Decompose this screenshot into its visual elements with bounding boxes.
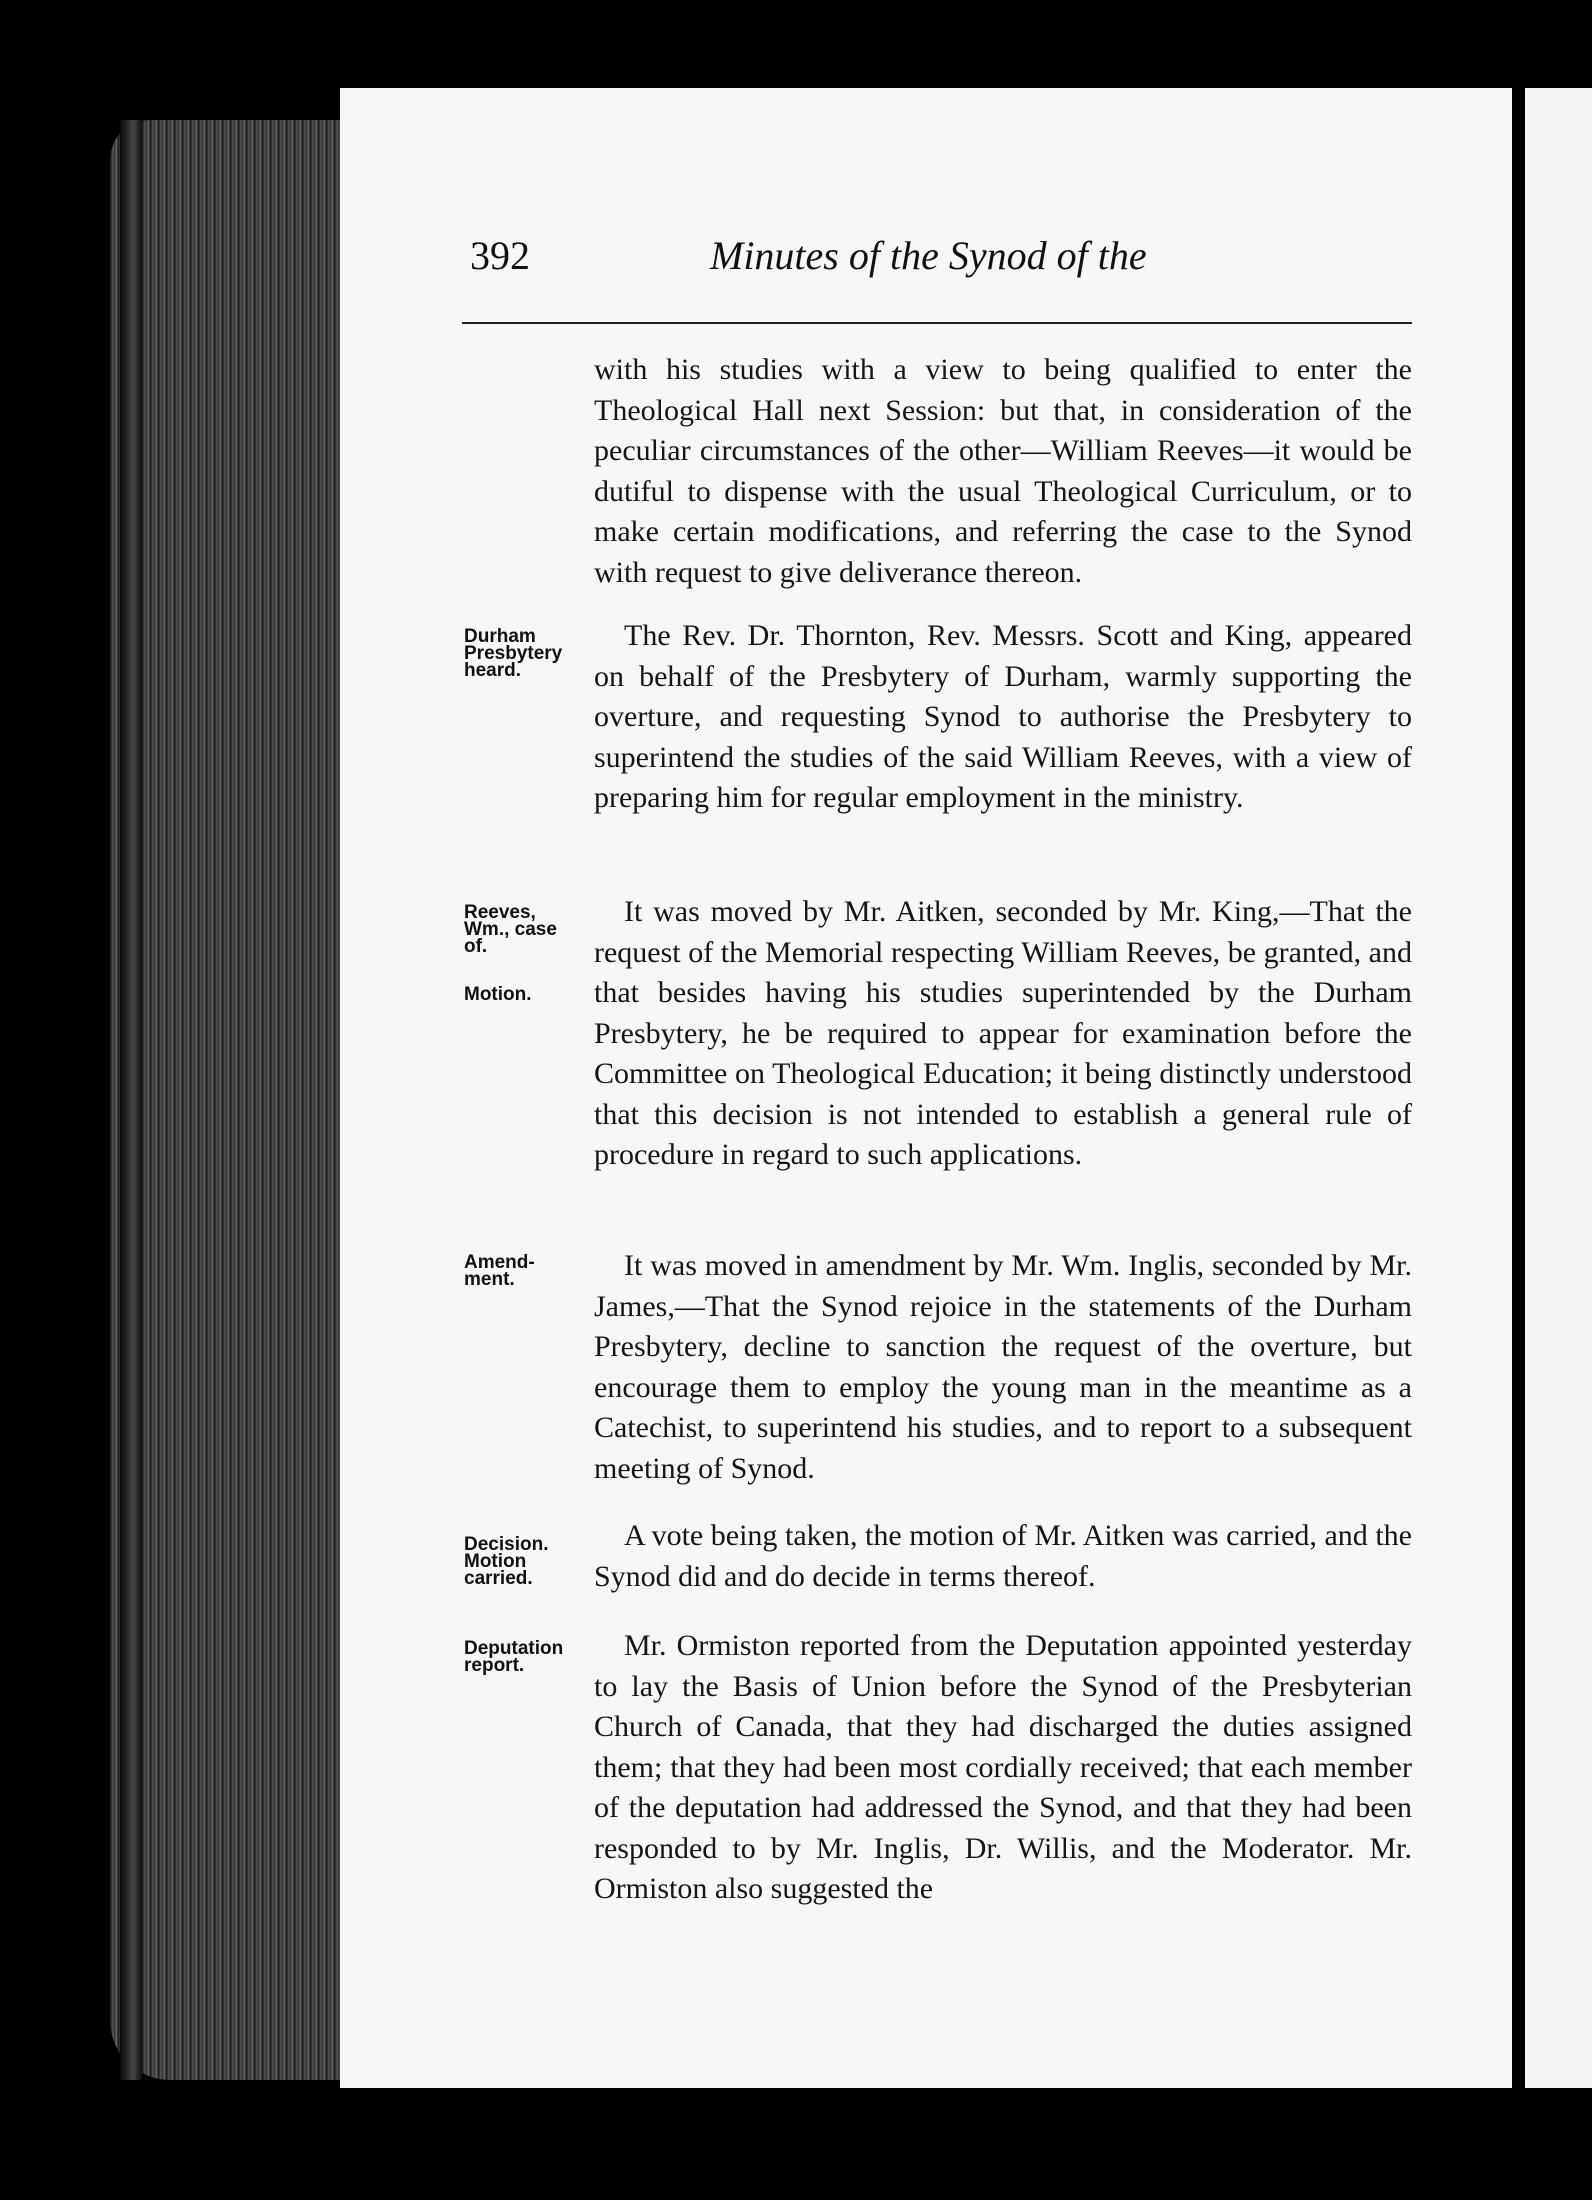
paragraph-amendment: It was moved in amendment by Mr. Wm. Inglis, seconded by Mr. James,—That the Synod rejoice in the statements of the Durham Presbytery, decline to sanction the request of the overture, but encourage them to employ the young man in the meantime as a Catechist, to superintend his studies, and to report to a subsequent meeting of Synod. [594,1249,1412,1485]
running-title: Minutes of the Synod of the [710,233,1147,278]
paragraph-durham-heard: The Rev. Dr. Thornton, Rev. Messrs. Scott and King, appeared on behalf of the Presbytery of Durham, warmly supporting the overture, and requesting Synod to authorise the Presbytery to superintend the studies of the said William Reeves, with a view of preparing him for regular employment in the ministry. [594,619,1412,814]
sidenote-reeves-case: Reeves, Wm., case of. [464,902,557,957]
sidenote-amendment: Amend- ment. [464,1252,535,1290]
book-page-edges [110,120,342,2080]
sidenote-deputation-report: Deputation report. [464,1638,564,1676]
sidenote-durham-presbytery-heard: Durham Presbytery heard. [464,626,563,681]
sidenote-decision-motion-carried: Decision. Motion carried. [464,1534,549,1589]
header-rule [462,322,1412,324]
paragraph-deputation-report: Mr. Ormiston reported from the Deputation appointed yesterday to lay the Basis of Union before the Synod of the Presbyterian Church of Canada, that they had discharged the duties assigned them; that they had been most cordially received; that each member of the deputation had addressed the Synod, and that they had been responded to by Mr. Inglis, Dr. Willis, and the Moderator. Mr. Ormiston also suggested the [594,1629,1412,1905]
paragraph-motion: It was moved by Mr. Aitken, seconded by Mr. King,—That the request of the Memorial respecting William Reeves, be granted, and that besides having his studies superintended by the Durham Presbytery, he be required to appear for examination before the Committee on Theological Education; it being distinctly understood that this decision is not intended to establish a general rule of procedure in regard to such applications. [594,895,1412,1171]
sidenote-motion: Motion. [464,984,532,1005]
paragraph-continuation: with his studies with a view to being qualified to enter the Theological Hall next Session: but that, in consideration of the peculiar circumstances of the other—William Reeves—it would be dutiful to dispense with the usual Theological Curriculum, or to make certain modifications, and referring the case to the Synod with request to give deliverance thereon. [594,353,1412,589]
paragraph-decision: A vote being taken, the motion of Mr. Aitken was carried, and the Synod did and do decide in terms thereof. [594,1519,1412,1593]
next-page-edge [1525,88,1592,2088]
page-header [470,232,1410,292]
page-number: 392 [470,233,530,278]
